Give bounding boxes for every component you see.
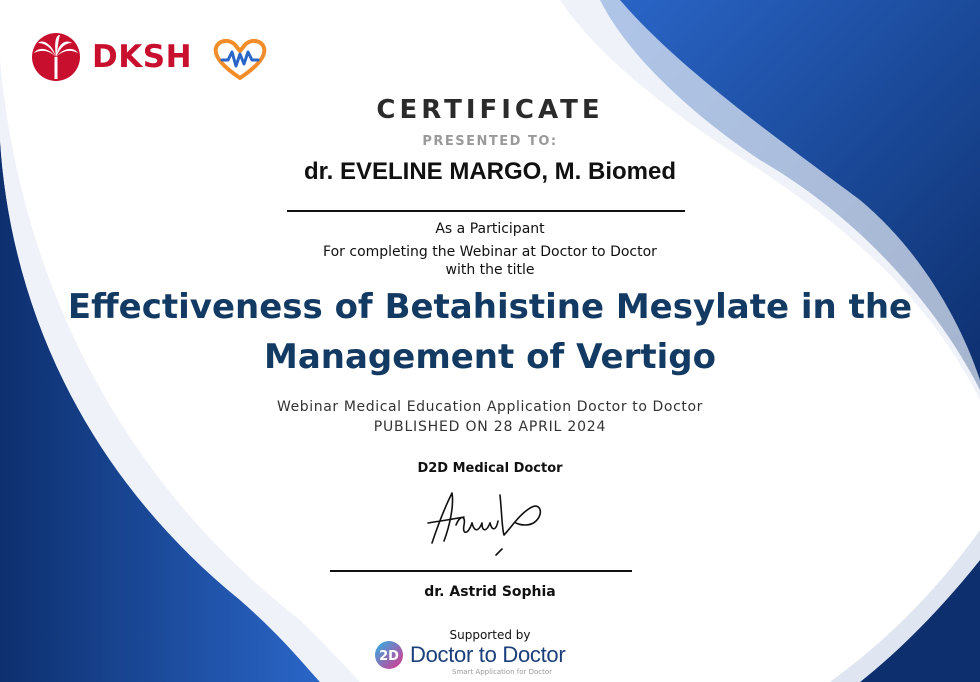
dksh-logo bbox=[28, 32, 192, 82]
heart-wave-icon bbox=[212, 36, 268, 86]
published-date: PUBLISHED ON 28 APRIL 2024 bbox=[373, 419, 607, 435]
dksh-palm-icon bbox=[28, 31, 84, 83]
recipient-underline bbox=[287, 210, 685, 212]
signature-line bbox=[330, 570, 632, 572]
supported-by-label: Supported by bbox=[449, 628, 531, 642]
signature-image bbox=[420, 485, 560, 565]
svg-text:2D: 2D bbox=[379, 649, 399, 664]
d2d-badge-icon bbox=[374, 640, 404, 670]
completion-line: For completing the Webinar at Doctor to Doctor bbox=[323, 244, 657, 260]
recipient-name: dr. EVELINE MARGO, M. Biomed bbox=[303, 158, 677, 185]
issuer-name: D2D Medical Doctor bbox=[417, 461, 563, 476]
certificate-title: CERTIFICATE bbox=[376, 95, 604, 125]
d2d-tagline: Smart Application for Doctor bbox=[452, 668, 553, 676]
d2d-brand-name: Doctor to Doctor bbox=[410, 642, 566, 667]
application-line: Webinar Medical Education Application Doctor to Doctor bbox=[276, 399, 704, 415]
dksh-wordmark: DKSH bbox=[92, 39, 193, 75]
signer-name: dr. Astrid Sophia bbox=[424, 584, 556, 600]
webinar-title: Effectiveness of Betahistine Mesylate in the Management of Vertigo bbox=[67, 287, 913, 377]
role-label: As a Participant bbox=[435, 221, 545, 237]
with-title-line: with the title bbox=[445, 262, 535, 278]
doctor-to-doctor-logo bbox=[374, 640, 566, 676]
presented-to-label: PRESENTED TO: bbox=[422, 134, 558, 149]
